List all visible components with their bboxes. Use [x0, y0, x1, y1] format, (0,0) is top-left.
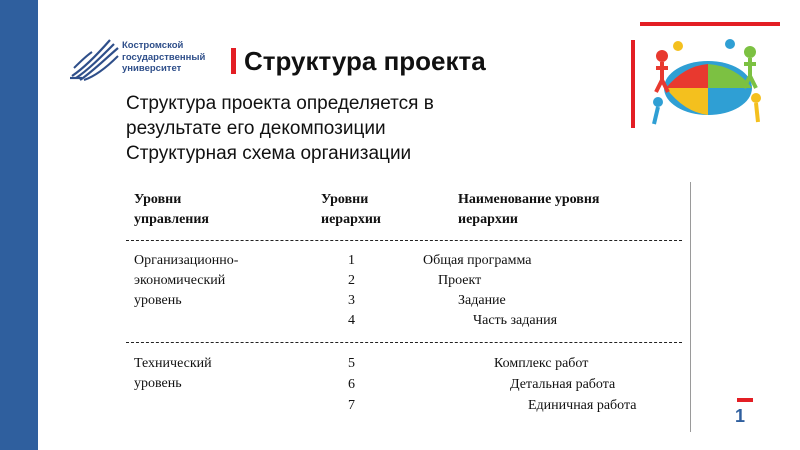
level-name: Проект: [438, 273, 482, 288]
logo-line-3: университет: [122, 63, 182, 74]
header-hierarchy-levels: [321, 190, 381, 230]
page-number: 1: [735, 406, 746, 426]
university-logo-icon: [70, 38, 120, 82]
scan-edge-line: [690, 182, 691, 432]
title-accent-mark: [231, 48, 236, 74]
logo-line-1: Костромской: [122, 40, 184, 51]
header-name-line-2: иерархии: [458, 212, 518, 227]
level-number: 7: [348, 398, 355, 413]
university-name: [122, 40, 205, 75]
level-number: 3: [348, 293, 355, 308]
level-name: Комплекс работ: [494, 356, 589, 371]
intro-text: [126, 91, 434, 166]
level-name: Единичная работа: [528, 398, 637, 413]
header-management-line-2: управления: [134, 212, 210, 227]
corner-accent-top: [640, 22, 780, 26]
level-number: 2: [348, 273, 355, 288]
level-number: 4: [348, 313, 355, 328]
header-management-line-1: Уровни: [134, 192, 182, 207]
level-number: 1: [348, 253, 355, 268]
header-management: [134, 190, 209, 230]
level-number: 5: [348, 356, 355, 371]
header-level-name: [458, 190, 599, 230]
management-level-organizational: [134, 251, 238, 311]
intro-line-3: Структурная схема организации: [126, 143, 412, 164]
left-accent-bar: [0, 0, 38, 450]
management-line: уровень: [134, 293, 182, 308]
puzzle-team-illustration: [644, 36, 770, 128]
management-line: Технический: [134, 356, 212, 371]
management-line: экономический: [134, 273, 226, 288]
page-number-accent: [737, 398, 753, 402]
level-name: Часть задания: [473, 313, 558, 328]
level-name: Задание: [458, 293, 506, 308]
level-number: 6: [348, 377, 355, 392]
management-line: уровень: [134, 376, 182, 391]
hierarchy-table: [118, 180, 688, 432]
header-levels-line-1: Уровни: [321, 192, 369, 207]
group-divider: [126, 342, 682, 343]
management-level-technical: [134, 354, 212, 394]
header-name-line-1: Наименование уровня: [458, 192, 600, 207]
corner-accent-left: [631, 40, 635, 128]
level-name: Общая программа: [423, 253, 532, 268]
university-logo: [70, 38, 230, 82]
intro-line-1: Структура проекта определяется в: [126, 93, 434, 114]
logo-line-2: государственный: [122, 51, 206, 63]
slide-title: Структура проекта: [244, 45, 486, 76]
header-levels-line-2: иерархии: [321, 212, 381, 227]
header-divider: [126, 240, 682, 241]
slide-title-block: [231, 46, 486, 76]
level-name: Детальная работа: [510, 377, 616, 392]
intro-line-2: результате его декомпозиции: [126, 118, 386, 139]
management-line: Организационно-: [134, 253, 239, 268]
